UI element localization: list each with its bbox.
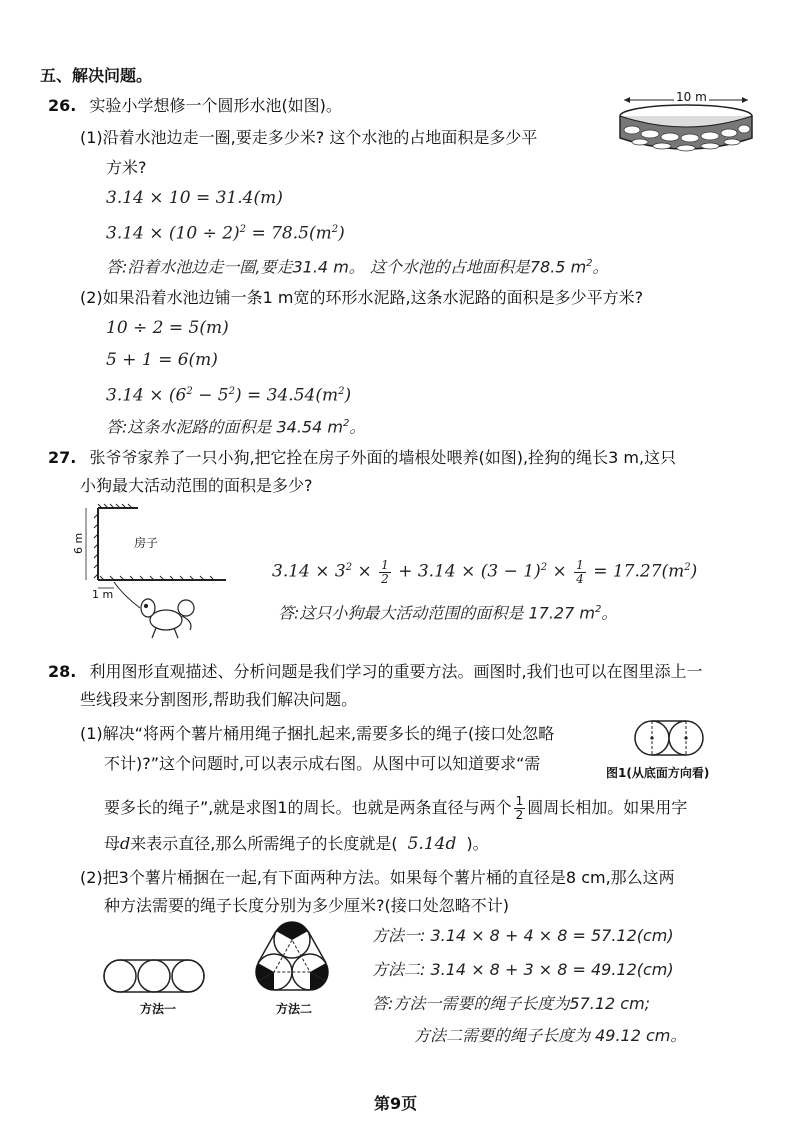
method2-calc: 方法二: 3.14 × 8 + 3 × 8 = 49.12(cm) bbox=[372, 960, 674, 979]
q26-text: 实验小学想修一个圆形水池(如图)。 bbox=[89, 96, 342, 115]
three-cans-row-drawing bbox=[102, 958, 214, 994]
q28-p1-line3: 要多长的绳子”,就是求图1的周长。也就是两条直径与两个 $\frac{1}{2}$ 圆周长相加。如果用字 bbox=[104, 794, 688, 822]
q26-p1-calc1: 3.14 × 10 = 31.4(m) bbox=[106, 188, 283, 208]
q28-p2-line2: 种方法需要的绳子长度分别为多少厘米?(接口处忽略不计) bbox=[104, 896, 509, 915]
answer-fill-blank: 5.14d bbox=[407, 834, 457, 854]
method1-label: 方法一 bbox=[140, 1002, 177, 1016]
q26-p2-answer: 答:这条水泥路的面积是 34.54 $m^2$。 bbox=[106, 417, 366, 437]
method1-figure bbox=[102, 958, 214, 994]
q26-number: 26. bbox=[48, 96, 77, 115]
figure1-caption: 图1(从底面方向看) bbox=[606, 766, 710, 780]
q26-p2-question: (2)如果沿着水池边铺一条1 m宽的环形水泥路,这条水泥路的面积是多少平方米? bbox=[80, 288, 644, 307]
wall-length-label: 6 m bbox=[72, 532, 85, 554]
fraction-one-quarter: $\frac{1}{4}$ bbox=[576, 557, 584, 586]
q27-line1: 27. 张爷爷家养了一只小狗,把它拴在房子外面的墙根处喂养(如图),拴狗的绳长3 m,这只 bbox=[48, 448, 677, 467]
q28-number: 28. bbox=[48, 662, 77, 681]
q28-answer1: 答:方法一需要的绳子长度为57.12 cm; bbox=[372, 994, 651, 1013]
q27-line2: 小狗最大活动范围的面积是多少? bbox=[80, 476, 313, 495]
q27-number: 27. bbox=[48, 448, 77, 467]
fraction-one-half-p1: $\frac{1}{2}$ bbox=[515, 794, 524, 822]
method2-label: 方法二 bbox=[276, 1002, 313, 1016]
q28-p1-line4: 母d来表示直径,那么所需绳子的长度就是( 5.14d )。 bbox=[104, 834, 489, 854]
house-label: 房子 bbox=[134, 536, 159, 550]
dog-figure bbox=[72, 504, 238, 644]
figure1 bbox=[632, 718, 712, 758]
pool-figure bbox=[616, 90, 756, 156]
q26-p1-answer: 答:沿着水池边走一圈,要走31.4 m。 这个水池的占地面积是78.5 $m^2$。 bbox=[106, 257, 609, 277]
section-title: 五、解决问题。 bbox=[40, 66, 153, 85]
q28-line1: 28. 利用图形直观描述、分析问题是我们学习的重要方法。画图时,我们也可以在图里添上一 bbox=[48, 662, 703, 681]
three-cans-triangle-drawing bbox=[252, 918, 332, 998]
q26-p1-calc2: $3.14 \times (10 \div 2)^2 = 78.5(m^2)$ bbox=[106, 223, 345, 244]
q26-p1-question-line1: (1)沿着水池边走一圈,要走多少米? 这个水池的占地面积是多少平 bbox=[80, 128, 538, 147]
q28-p1-line1: (1)解决“将两个薯片桶用绳子捆扎起来,需要多长的绳子(接口处忽略 bbox=[80, 724, 555, 743]
dog-house-drawing bbox=[78, 504, 238, 644]
method1-calc: 方法一: 3.14 × 8 + 4 × 8 = 57.12(cm) bbox=[372, 926, 674, 945]
method2-figure bbox=[252, 918, 332, 998]
pool-diameter-label: 10 m bbox=[676, 90, 707, 104]
q28-line2: 些线段来分割图形,帮助我们解决问题。 bbox=[80, 690, 358, 709]
dog-icon bbox=[141, 599, 194, 638]
q26-p2-calc2: 5 + 1 = 6(m) bbox=[106, 350, 218, 370]
q27-answer: 答:这只小狗最大活动范围的面积是 17.27 $m^2$。 bbox=[278, 603, 618, 623]
q26-p1-question-line2: 方米? bbox=[106, 158, 147, 177]
q26-p2-calc3: $3.14 \times (6^2 - 5^2) = 34.54(m^2)$ bbox=[106, 385, 352, 406]
q27-calculation: $3.14 \times 3^2$ × $\frac{1}{2}$ + $3.14 \times (3 - 1)^2$ × $\frac{1}{4}$ = $17.27(m^2)$ bbox=[272, 557, 698, 586]
page-number: 第9页 bbox=[374, 1094, 418, 1113]
fraction-one-half: $\frac{1}{2}$ bbox=[381, 557, 389, 586]
q26-heading bbox=[48, 96, 342, 116]
q28-p1-line2: 不计)?”这个问题时,可以表示成右图。从图中可以知道要求“需 bbox=[104, 754, 541, 773]
q26-p2-calc1: 10 ÷ 2 = 5(m) bbox=[106, 318, 229, 338]
short-wall-label: 1 m bbox=[92, 588, 114, 601]
two-cans-drawing bbox=[632, 718, 712, 758]
q28-p2-line1: (2)把3个薯片桶捆在一起,有下面两种方法。如果每个薯片桶的直径是8 cm,那么这两 bbox=[80, 868, 675, 887]
q28-answer2: 方法二需要的绳子长度为 49.12 cm。 bbox=[414, 1026, 687, 1045]
